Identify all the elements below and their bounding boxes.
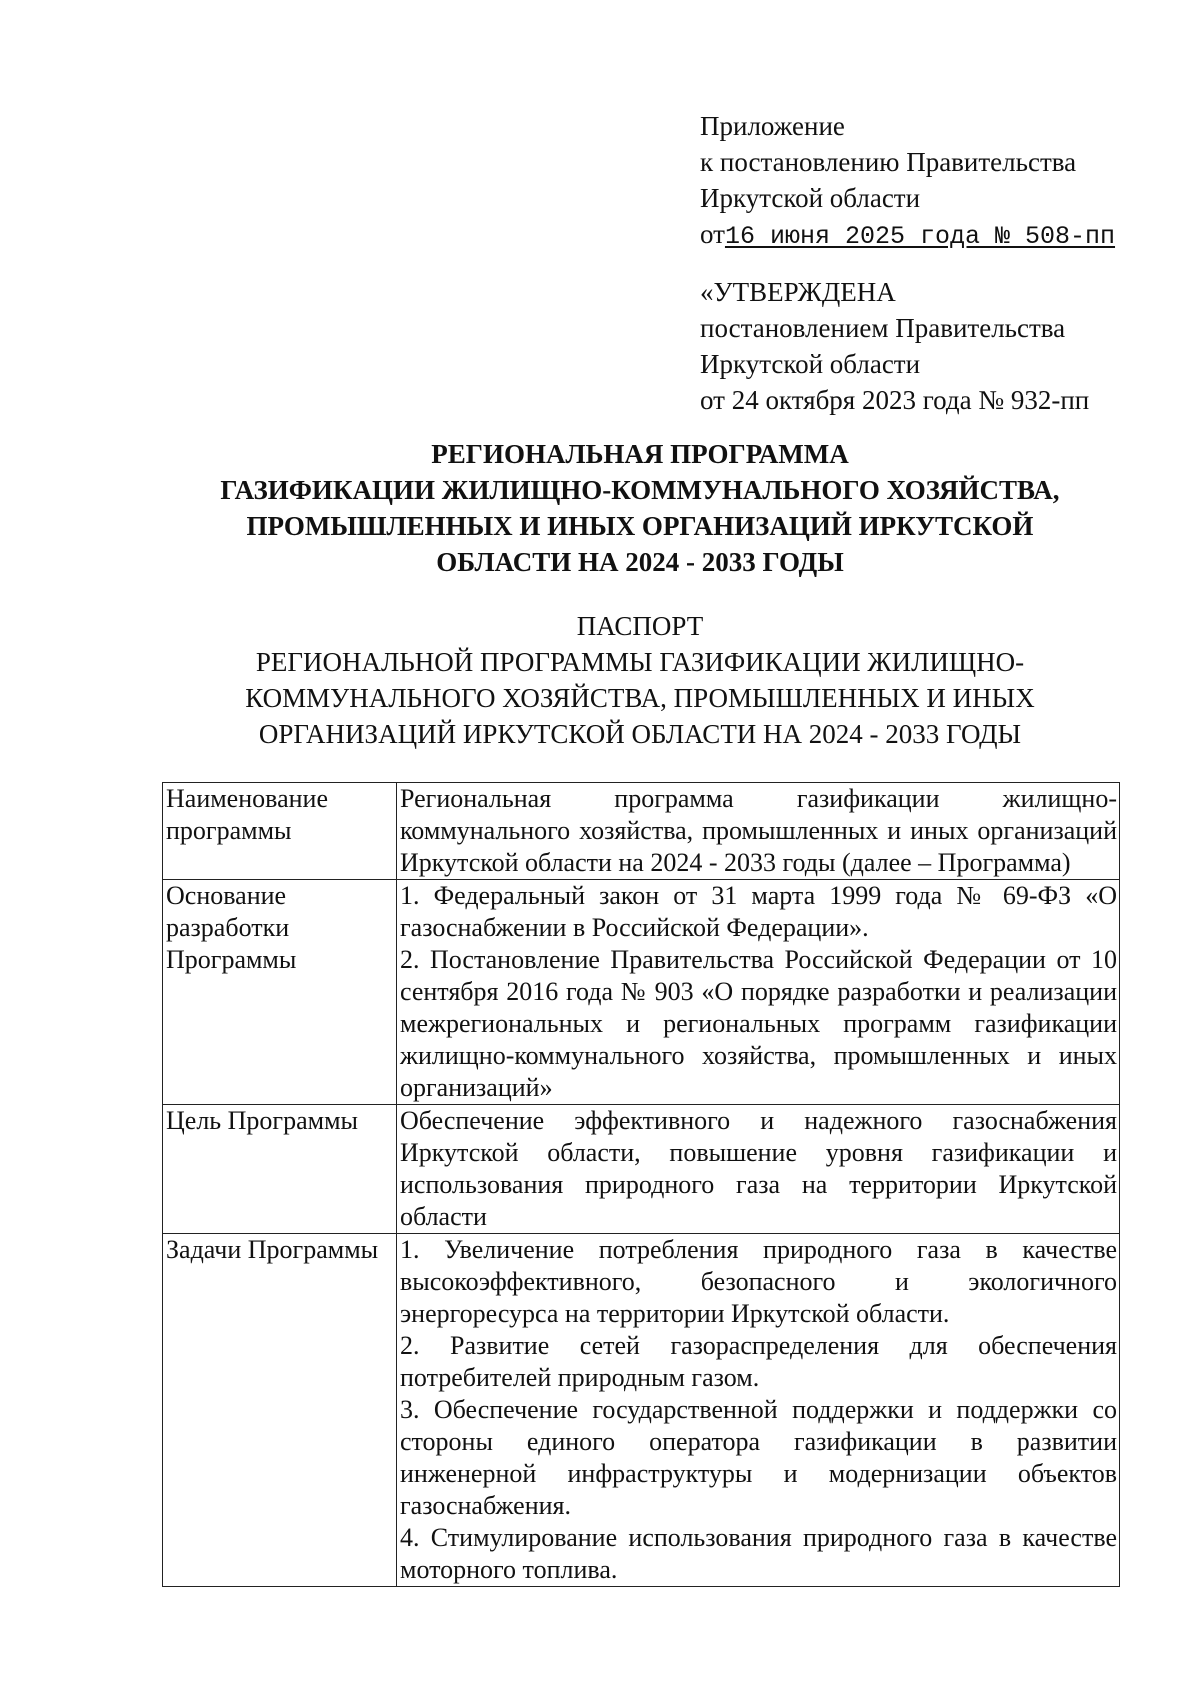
row-paragraph: 2. Постановление Правительства Российской Федерации от 10 сентября 2016 года № 903 «О порядке разработки и реализации межрегиональных и региональных программ газификации жилищно-коммунального хозяйства, промышленных и иных организаций» (400, 945, 1117, 1102)
approval-line-3: Иркутской области (700, 349, 921, 379)
table-row (163, 1234, 1120, 1587)
passport-line-3: КОММУНАЛЬНОГО ХОЗЯЙСТВА, ПРОМЫШЛЕННЫХ И ИНЫХ (245, 683, 1035, 713)
row-content (397, 880, 1120, 1105)
approval-line-4: от 24 октября 2023 года № 932-пп (700, 385, 1090, 415)
title-line-3: ПРОМЫШЛЕННЫХ И ИНЫХ ОРГАНИЗАЦИЙ ИРКУТСКОЙ (246, 511, 1034, 541)
row-paragraph: 4. Стимулирование использования природного газа в качестве моторного топлива. (400, 1523, 1117, 1584)
appendix-line-1: Приложение (700, 111, 845, 141)
title-line-4: ОБЛАСТИ НА 2024 - 2033 ГОДЫ (436, 547, 844, 577)
row-paragraph: 2. Развитие сетей газораспределения для обеспечения потребителей природным газом. (400, 1331, 1117, 1392)
passport-table (162, 782, 1120, 1587)
program-title (120, 436, 1160, 580)
approval-line-1: «УТВЕРЖДЕНА (700, 277, 896, 307)
row-label: Наименование программы (163, 783, 397, 880)
row-paragraph: 3. Обеспечение государственной поддержки и поддержки со стороны единого оператора газификации в развитии инженерной инфраструктуры и модернизации объектов газоснабжения. (400, 1395, 1117, 1520)
row-label: Основание разработки Программы (163, 880, 397, 1105)
table-row (163, 783, 1120, 880)
table-row (163, 880, 1120, 1105)
title-line-1: РЕГИОНАЛЬНАЯ ПРОГРАММА (431, 439, 849, 469)
approval-line-2: постановлением Правительства (700, 313, 1066, 343)
row-paragraph: Региональная программа газификации жилищно-коммунального хозяйства, промышленных и иных организаций Иркутской области на 2024 - 2033 годы (далее – Программа) (400, 784, 1117, 877)
passport-line-4: ОРГАНИЗАЦИЙ ИРКУТСКОЙ ОБЛАСТИ НА 2024 - 2033 ГОДЫ (258, 719, 1022, 749)
passport-heading (120, 608, 1160, 752)
title-line-2: ГАЗИФИКАЦИИ ЖИЛИЩНО-КОММУНАЛЬНОГО ХОЗЯЙСТВА, (220, 475, 1060, 505)
appendix-line-2: к постановлению Правительства (700, 147, 1077, 177)
row-label: Задачи Программы (163, 1234, 397, 1587)
passport-line-2: РЕГИОНАЛЬНОЙ ПРОГРАММЫ ГАЗИФИКАЦИИ ЖИЛИЩНО- (255, 647, 1025, 677)
row-paragraph: 1. Увеличение потребления природного газа в качестве высокоэффективного, безопасного и экологичного энергоресурса на территории Иркутской области. (400, 1235, 1117, 1328)
appendix-block (700, 108, 1170, 255)
appendix-date-line (700, 216, 1170, 255)
approval-block (700, 274, 1170, 418)
row-content (397, 1234, 1120, 1587)
row-paragraph: Обеспечение эффективного и надежного газоснабжения Иркутской области, повышение уровня газификации и использования природного газа на территории Иркутской области (400, 1106, 1117, 1231)
appendix-date-prefix: от (700, 219, 725, 249)
row-paragraph: 1. Федеральный закон от 31 марта 1999 года № 69-ФЗ «О газоснабжении в Российской Федерации». (400, 881, 1117, 942)
table-row (163, 1105, 1120, 1234)
appendix-date-value: 16 июня 2025 года № 508-пп (724, 222, 1116, 251)
passport-line-1: ПАСПОРТ (576, 611, 704, 641)
appendix-line-3: Иркутской области (700, 183, 921, 213)
row-content (397, 1105, 1120, 1234)
row-label: Цель Программы (163, 1105, 397, 1234)
row-content (397, 783, 1120, 880)
